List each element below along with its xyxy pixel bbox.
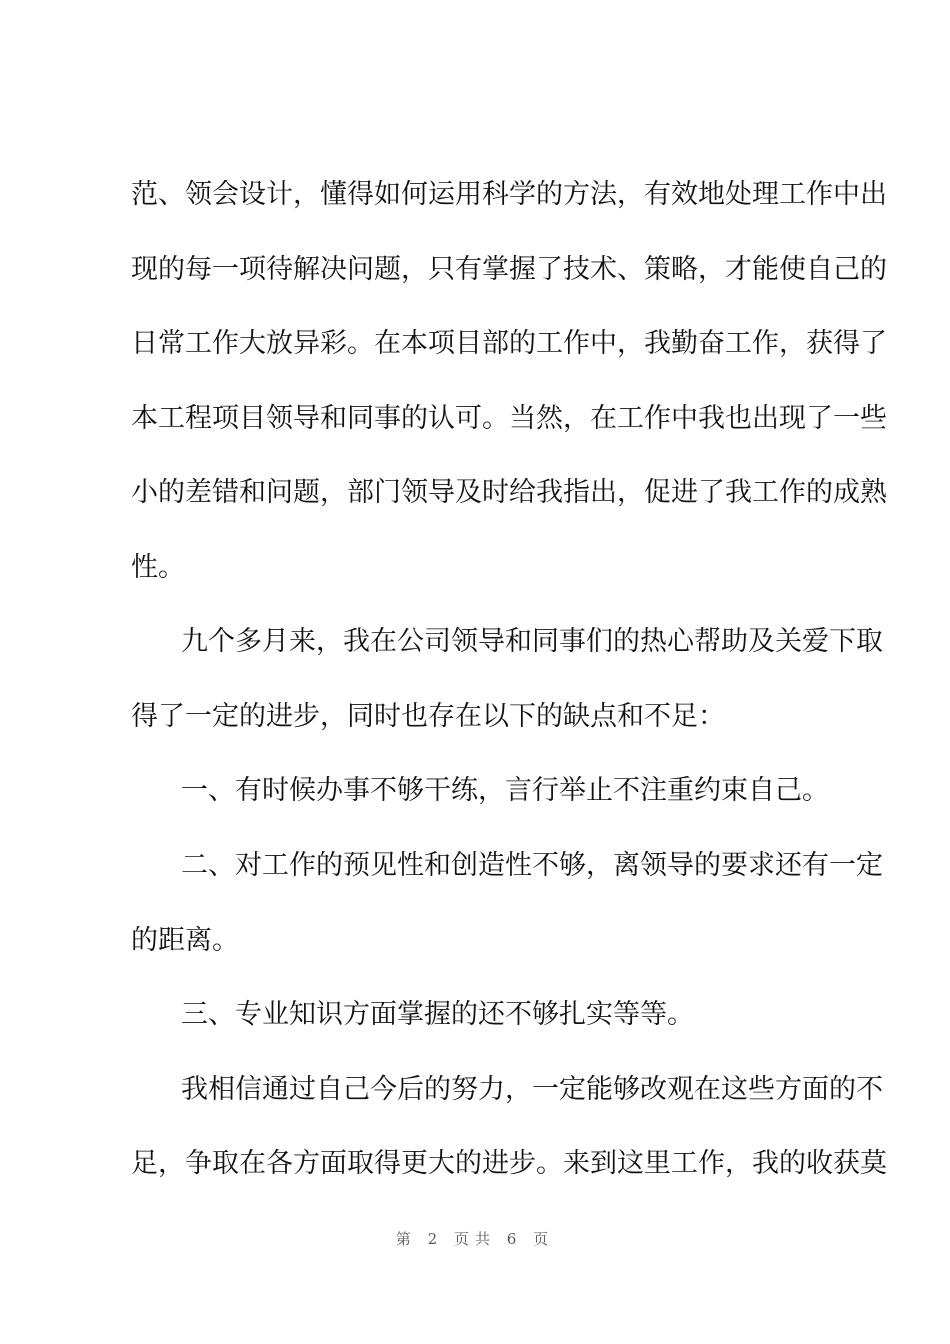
body-line-7: 九个多月来，我在公司领导和同事们的热心帮助及关爱下取: [181, 626, 883, 657]
body-line-3: 日常工作大放异彩。在本项目部的工作中，我勤奋工作，获得了: [131, 328, 887, 359]
body-line-6: 性。: [131, 552, 185, 583]
body-line-13: 我相信通过自己今后的努力，一定能够改观在这些方面的不: [181, 1074, 883, 1105]
body-line-4: 本工程项目领导和同事的认可。当然，在工作中我也出现了一些: [131, 403, 887, 434]
body-line-2: 现的每一项待解决问题，只有掌握了技术、策略，才能使自己的: [131, 254, 887, 285]
body-line-11: 的距离。: [131, 925, 239, 956]
body-line-10: 二、对工作的预见性和创造性不够，离领导的要求还有一定: [181, 850, 883, 881]
page-number-footer: 第 2 页共 6 页: [395, 1230, 555, 1248]
body-line-1: 范、领会设计，懂得如何运用科学的方法，有效地处理工作中出: [131, 179, 887, 210]
body-line-12: 三、专业知识方面掌握的还不够扎实等等。: [181, 999, 694, 1030]
body-line-5: 小的差错和问题，部门领导及时给我指出，促进了我工作的成熟: [131, 477, 887, 508]
body-line-9: 一、有时候办事不够干练，言行举止不注重约束自己。: [181, 775, 829, 806]
body-line-14: 足，争取在各方面取得更大的进步。来到这里工作，我的收获莫: [131, 1148, 887, 1179]
body-line-8: 得了一定的进步，同时也存在以下的缺点和不足：: [131, 701, 725, 732]
